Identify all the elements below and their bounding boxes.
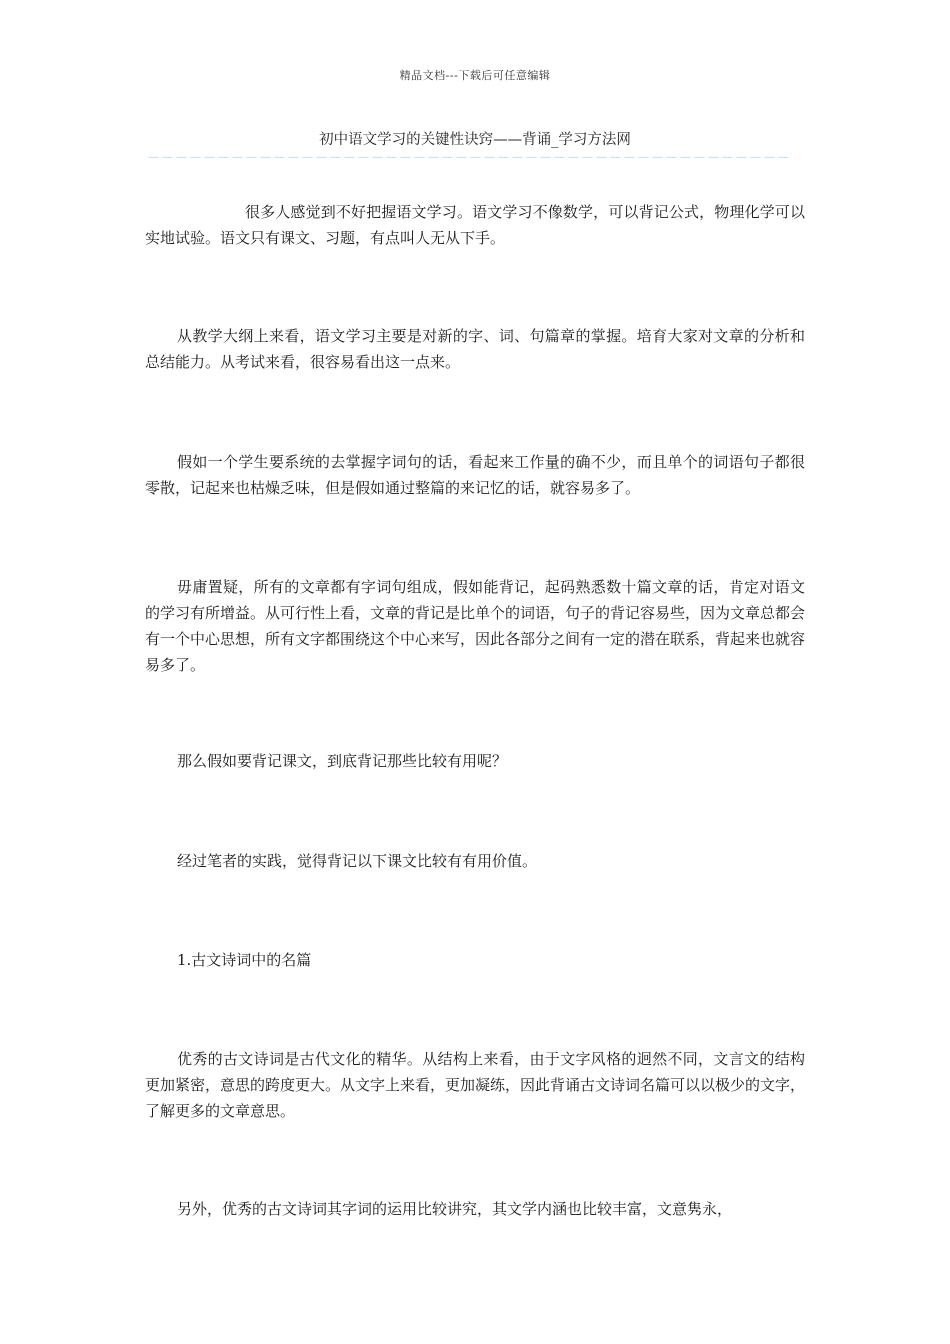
title-divider: －－－－－－－－－－－－－－－－－－－－－－－－－－－－－－－－－－－－－－－－－－－－－－ — [147, 152, 792, 166]
paragraph-5: 那么假如要背记课文，到底背记那些比较有用呢？ — [177, 752, 508, 770]
section-heading: 1.古文诗词中的名篇 — [177, 951, 312, 969]
paragraph-1: 很多人感觉到不好把握语文学习。语文学习不像数学，可以背记公式，物理化学可以实地试验。语文只有课文、习题，有点叫人无从下手。 — [145, 203, 805, 247]
paragraph-3: 假如一个学生要系统的去掌握字词句的话，看起来工作量的确不少，而且单个的词语句子都很零散，记起来也枯燥乏味，但是假如通过整篇的来记忆的话，就容易多了。 — [145, 453, 805, 497]
paragraph-7: 优秀的古文诗词是古代文化的精华。从结构上来看，由于文字风格的迥然不同，文言文的结构更加紧密，意思的跨度更大。从文字上来看，更加凝练，因此背诵古文诗词名篇可以以极少的文字，了解更多的文章意思。 — [145, 1050, 806, 1120]
paragraph-6: 经过笔者的实践，觉得背记以下课文比较有有用价值。 — [177, 852, 538, 870]
paragraph-2: 从教学大纲上来看，语文学习主要是对新的字、词、句篇章的掌握。培育大家对文章的分析和总结能力。从考试来看，很容易看出这一点来。 — [145, 327, 805, 371]
paragraph-4: 毋庸置疑，所有的文章都有字词句组成，假如能背记，起码熟悉数十篇文章的话，肯定对语文的学习有所增益。从可行性上看，文章的背记是比单个的词语，句子的背记容易些，因为文章总都会有一个中心思想，所有文字都围绕这个中心来写，因此各部分之间有一定的潜在联系，背起来也就容易多了。 — [145, 578, 806, 674]
paragraph-8: 另外，优秀的古文诗词其字词的运用比较讲究，其文学内涵也比较丰富，文意隽永， — [177, 1200, 733, 1218]
header-note: 精品文档---下载后可任意编辑 — [399, 69, 551, 82]
document-title: 初中语文学习的关键性诀窍——背诵_学习方法网 — [319, 132, 631, 148]
